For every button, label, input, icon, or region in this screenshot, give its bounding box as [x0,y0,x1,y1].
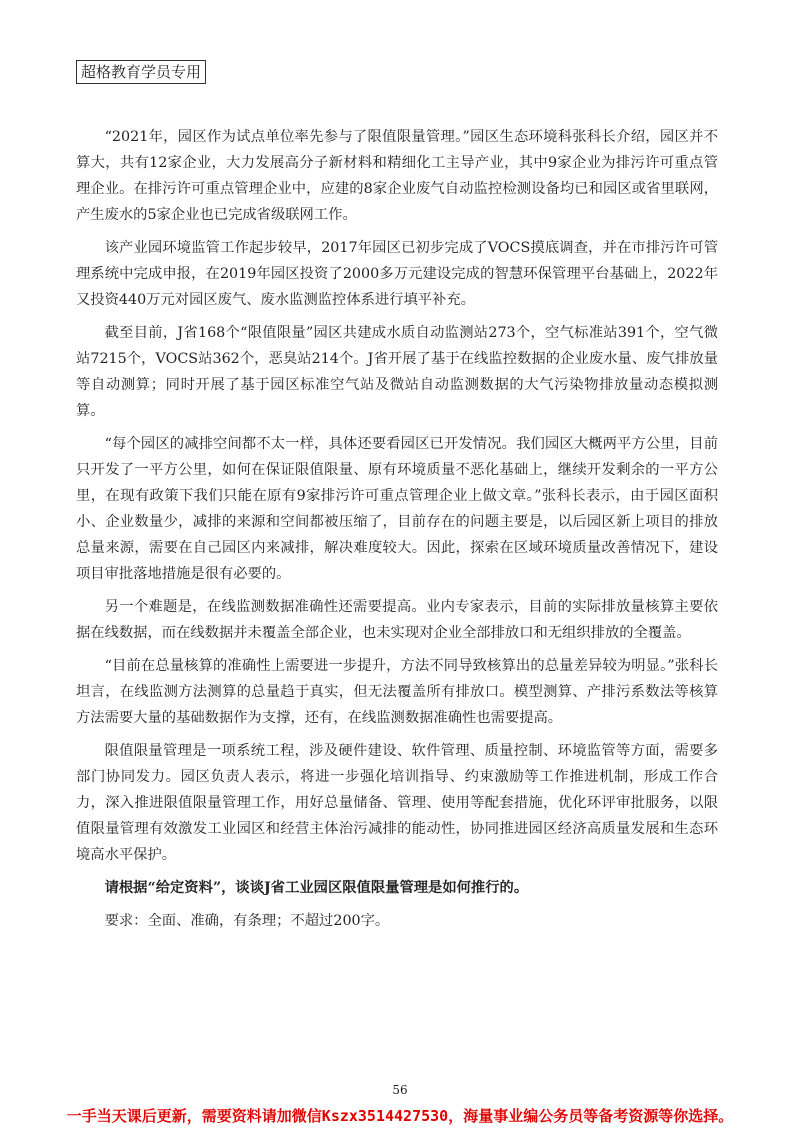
question-prompt: 请根据“给定资料”，谈谈J省工业园区限值限量管理是如何推行的。 [104,880,529,896]
page-number: 56 [392,1083,408,1097]
paragraph-3: 截至目前，J省168个“限值限量”园区共建成水质自动监测站273个，空气标准站391个，空气微站7215个，VOCS站362个，恶臭站214个。J省开展了基于在线监控数据的企业废水量、废气排放量等自动测算；同时开展了基于园区标准空气站及微站自动监测数据的大气污染物排放量动态模拟测算。 [76,325,718,419]
paragraph-2: 该产业园环境监管工作起步较早，2017年园区已初步完成了VOCS摸底调查，并在市排污许可管理系统中完成申报，在2019年园区投资了2000多万元建设完成的智慧环保管理平台基础上，2022年又投资440万元对园区废气、废水监测监控体系进行填平补充。 [76,240,718,308]
footer-promo-note: 一手当天课后更新，需要资料请加微信Kszx3514427530，海量事业编公务员等备考资源等你选择。 [66,1107,734,1125]
paragraph-1: “2021年，园区作为试点单位率先参与了限值限量管理。”园区生态环境科张科长介绍，园区并不算大，共有12家企业，大力发展高分子新材料和精细化工主导产业，其中9家企业为排污许可重点管理企业。在排污许可重点管理企业中，应建的8家企业废气自动监控检测设备均已和园区或省里联网，产生废水的5家企业也已完成省级联网工作。 [76,129,718,223]
document-body [76,124,718,934]
paragraph-5: 另一个难题是，在线监测数据准确性还需要提高。业内专家表示，目前的实际排放量核算主要依据在线数据，而在线数据并未覆盖全部企业，也未实现对企业全部排放口和无组织排放的全覆盖。 [76,599,718,641]
paragraph-7: 限值限量管理是一项系统工程，涉及硬件建设、软件管理、质量控制、环境监管等方面，需要多部门协同发力。园区负责人表示，将进一步强化培训指导、约束激励等工作推进机制，形成工作合力，深入推进限值限量管理工作，用好总量储备、管理、使用等配套措施，优化环评审批服务，以限值限量管理有效激发工业园区和经营主体治污减排的能动性，协同推进园区经济高质量发展和生态环境高水平保护。 [76,743,718,863]
paragraph-6: “目前在总量核算的准确性上需要进一步提升，方法不同导致核算出的总量差异较为明显。”张科长坦言，在线监测方法测算的总量趋于真实，但无法覆盖所有排放口。模型测算、产排污系数法等核算方法需要大量的基础数据作为支撑，还有，在线监测数据准确性也需要提高。 [76,658,718,726]
answer-requirement: 要求：全面、准确，有条理；不超过200字。 [104,913,390,929]
paragraph-4: “每个园区的减排空间都不太一样，具体还要看园区已开发情况。我们园区大概两平方公里，目前只开发了一平方公里，如何在保证限值限量、原有环境质量不恶化基础上，继续开发剩余的一平方公里，在现有政策下我们只能在原有9家排污许可重点管理企业上做文章。”张科长表示，由于园区面积小、企业数量少，减排的来源和空间都被压缩了，目前存在的问题主要是，以后园区新上项目的排放总量来源，需要在自己园区内来减排，解决难度较大。因此，探索在区域环境质量改善情况下，建设项目审批落地措施是很有必要的。 [76,436,718,582]
header-label: 超格教育学员专用 [76,60,206,84]
